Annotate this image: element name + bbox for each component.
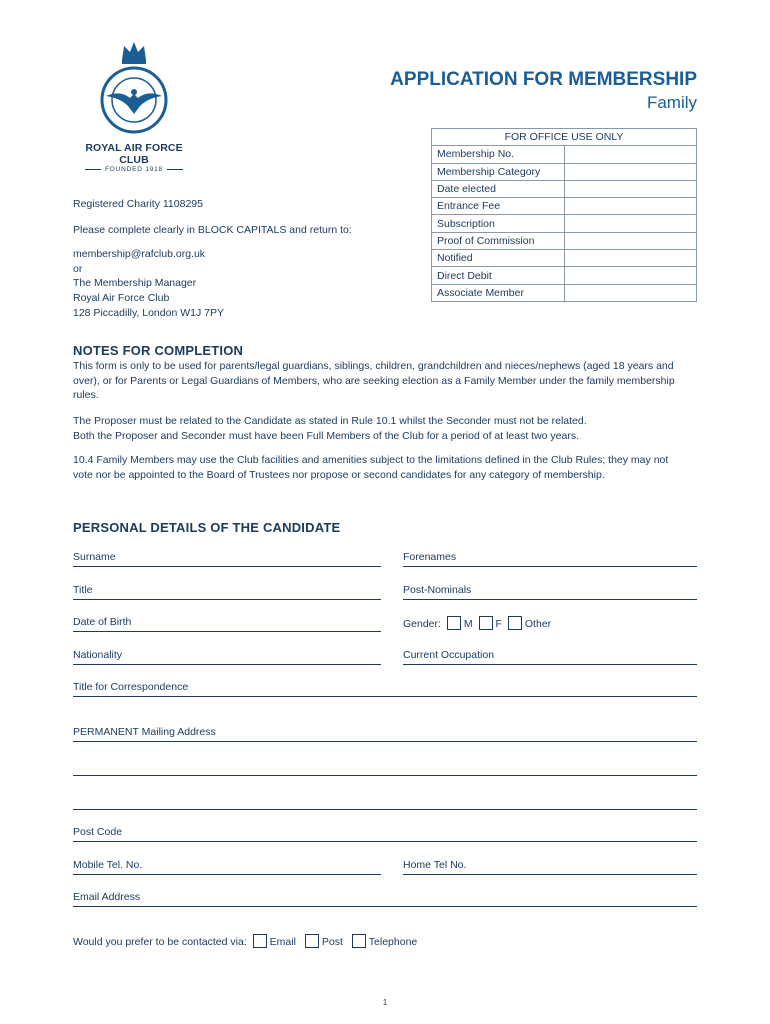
notes-paragraph: Both the Proposer and Seconder must have been Full Members of the Club for a period of at least two years. <box>73 430 580 442</box>
return-instruction: Please complete clearly in BLOCK CAPITALS and return to: <box>73 224 352 236</box>
personal-details-heading: PERSONAL DETAILS OF THE CANDIDATE <box>73 520 341 535</box>
correspondence-label: Title for Correspondence <box>73 681 189 693</box>
dob-label: Date of Birth <box>73 616 132 628</box>
surname-field[interactable] <box>73 551 381 567</box>
mobile-field[interactable] <box>73 859 381 875</box>
office-row-value[interactable] <box>565 198 697 215</box>
club-logo <box>72 40 196 173</box>
contact-telephone-checkbox[interactable] <box>352 934 366 948</box>
office-row-value[interactable] <box>565 180 697 197</box>
nationality-field[interactable] <box>73 649 381 665</box>
notes-paragraph: The Proposer must be related to the Candidate as stated in Rule 10.1 whilst the Seconder must not be related. <box>73 415 587 427</box>
page-subtitle: Family <box>646 93 697 112</box>
office-row-label: Date elected <box>432 180 565 197</box>
page-title: APPLICATION FOR MEMBERSHIP <box>390 69 697 90</box>
contact-email-checkbox[interactable] <box>253 934 267 948</box>
club-name: ROYAL AIR FORCE CLUB <box>85 142 183 166</box>
office-row-label: Membership Category <box>432 163 565 180</box>
gender-other-label: Other <box>524 618 552 630</box>
gender-f-label: F <box>495 618 502 630</box>
office-row-value[interactable] <box>565 215 697 232</box>
office-row-value[interactable] <box>565 163 697 180</box>
founded-year: FOUNDED 1918 <box>72 166 196 173</box>
gender-f-checkbox[interactable] <box>479 616 493 630</box>
or-text: or <box>73 263 83 275</box>
date-of-birth-field[interactable] <box>73 616 381 632</box>
office-row-label: Membership No. <box>432 146 565 163</box>
contact-post-checkbox[interactable] <box>305 934 319 948</box>
office-row-value[interactable] <box>565 146 697 163</box>
mobile-label: Mobile Tel. No. <box>73 859 143 871</box>
email-field[interactable] <box>73 891 697 907</box>
gender-m-checkbox[interactable] <box>447 616 461 630</box>
office-row-label: Subscription <box>432 215 565 232</box>
occupation-label: Current Occupation <box>403 649 495 661</box>
contact-telephone-label: Telephone <box>368 936 418 948</box>
correspondence-title-field[interactable] <box>73 681 697 697</box>
surname-label: Surname <box>73 551 116 563</box>
office-use-heading: FOR OFFICE USE ONLY <box>432 129 697 146</box>
notes-paragraph: This form is only to be used for parents/legal guardians, siblings, children, grandchildren and nieces/nephews (aged 18 years and over), or for Parents or Legal Guardians of Members, who are seeking election as a Family Member under the family membership rules. <box>73 360 675 401</box>
office-use-table <box>431 128 697 302</box>
post-nominals-field[interactable] <box>403 584 697 600</box>
office-row-label: Associate Member <box>432 284 565 301</box>
charity-number: Registered Charity 1108295 <box>73 198 203 210</box>
contact-pref-label: Would you prefer to be contacted via: <box>73 936 247 948</box>
address-line: The Membership Manager <box>73 277 197 289</box>
gender-group <box>403 616 551 630</box>
office-row-value[interactable] <box>565 267 697 284</box>
gender-label: Gender: <box>403 618 441 630</box>
page-number: 1 <box>382 998 388 1007</box>
forenames-label: Forenames <box>403 551 457 563</box>
contact-email-label: Email <box>269 936 296 948</box>
office-row-label: Notified <box>432 250 565 267</box>
home-tel-field[interactable] <box>403 859 697 875</box>
notes-heading: NOTES FOR COMPLETION <box>73 343 244 358</box>
mailing-address-line-2[interactable] <box>73 760 697 776</box>
mailing-address-field[interactable] <box>73 726 697 742</box>
title-label: Title <box>73 584 93 596</box>
occupation-field[interactable] <box>403 649 697 665</box>
post-nominals-label: Post-Nominals <box>403 584 472 596</box>
address-line: 128 Piccadilly, London W1J 7PY <box>73 307 224 319</box>
office-row-label: Entrance Fee <box>432 198 565 215</box>
office-row-value[interactable] <box>565 284 697 301</box>
raf-crest-icon <box>86 40 182 140</box>
home-tel-label: Home Tel No. <box>403 859 467 871</box>
nationality-label: Nationality <box>73 649 123 661</box>
contact-post-label: Post <box>321 936 343 948</box>
title-field[interactable] <box>73 584 381 600</box>
mailing-address-label: PERMANENT Mailing Address <box>73 726 216 738</box>
forenames-field[interactable] <box>403 551 697 567</box>
post-code-field[interactable] <box>73 826 697 842</box>
notes-paragraph: 10.4 Family Members may use the Club facilities and amenities subject to the limitations defined in the Club Rules; they may not vote nor be appointed to the Board of Trustees nor propose or second candidates for any category of membership. <box>73 454 669 481</box>
email-label: Email Address <box>73 891 141 903</box>
post-code-label: Post Code <box>73 826 123 838</box>
office-row-value[interactable] <box>565 232 697 249</box>
contact-preference-group <box>73 934 417 948</box>
address-line: Royal Air Force Club <box>73 292 170 304</box>
gender-m-label: M <box>463 618 473 630</box>
office-row-value[interactable] <box>565 250 697 267</box>
mailing-address-line-3[interactable] <box>73 794 697 810</box>
office-row-label: Proof of Commission <box>432 232 565 249</box>
membership-email-link[interactable]: membership@rafclub.org.uk <box>73 248 206 260</box>
office-row-label: Direct Debit <box>432 267 565 284</box>
gender-other-checkbox[interactable] <box>508 616 522 630</box>
